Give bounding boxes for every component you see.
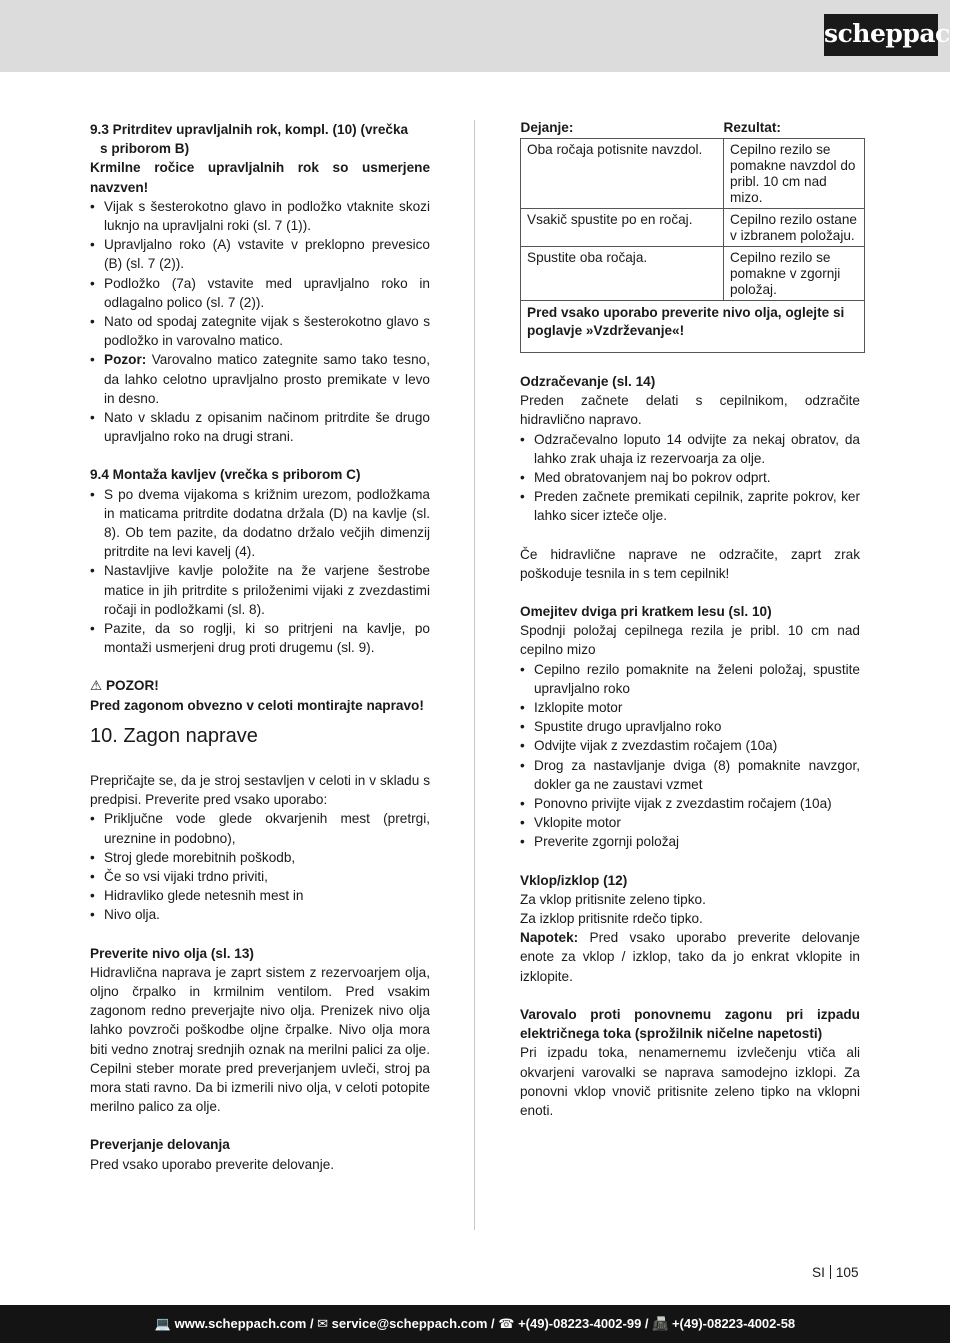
table-cell-action: Oba ročaja potisnite navzdol. <box>521 139 724 209</box>
list-item: • Vklopite motor <box>520 813 860 832</box>
table-cell-result: Cepilno rezilo se pomakne v zgornji položaj. <box>724 247 865 301</box>
list-item: • Med obratovanjem naj bo pokrov odprt. <box>520 468 860 487</box>
left-column <box>90 120 430 1174</box>
list-item: • Upravljalno roko (A) vstavite v preklopno prevesico (B) (sl. 7 (2)). <box>90 235 430 273</box>
table-cell-action: Spustite oba ročaja. <box>521 247 724 301</box>
page-num: 105 <box>835 1265 859 1280</box>
list-item: • Priključne vode glede okvarjenih mest (pretrgi, ureznine in podobno), <box>90 809 430 847</box>
list-item: • S po dvema vijakoma s križnim urezom, podložkama in maticama pritrdite dodatna držala (D) na kavlje (sl. 8). Ob tem pazite, da dodatno držalo večjih dimenzij pritrdite na levi kavelj (4). <box>90 485 430 562</box>
lift-limit-intro: Spodnji položaj cepilnega rezila je pribl. 10 cm nad cepilno mizo <box>520 623 860 658</box>
list-item: • Nastavljive kavlje položite na že varjene šestrobe matice in jih pritrdite s priloženimi vijaki z zvezdastimi ročaji in podložkami (sl. 8). <box>90 561 430 619</box>
warning-title: POZOR! <box>105 678 159 694</box>
section-9-3-lead: Krmilne ročice upravljalnih rok so usmerjene navzven! <box>90 160 430 195</box>
section-9-3-title-cont: s priborom B) <box>100 141 190 157</box>
column-divider <box>474 120 475 1230</box>
lift-limit-title: Omejitev dviga pri kratkem lesu (sl. 10) <box>520 604 772 620</box>
switch-on-text: Za vklop pritisnite zeleno tipko. <box>520 891 706 907</box>
section-9-3-title: 9.3 Pritrditev upravljalnih rok, kompl. (10) (vrečka <box>90 122 409 137</box>
pozor-text: Varovalno matico zategnite samo tako tesno, da lahko celotno upravljalno prosto premikate v levo in desno. <box>104 352 430 406</box>
nvr-text: Pri izpadu toka, nenamernemu izvlečenju vtiča ali okvarjeni varovalki se naprava samodejno izklopi. Za ponovni vklop vnovič pritisnite zeleno tipko na vklopni enoti. <box>520 1045 860 1118</box>
switch-note-text: Pred vsako uporabo preverite delovanje enote za vklop / izklop, tako da jo enkrat vklopite in izklopite. <box>520 930 860 984</box>
chapter-10-intro: Prepričajte se, da je stroj sestavljen v celoti in v skladu s predpisi. Preverite pred vsako uporabo: <box>90 772 430 808</box>
venting-title: Odzračevanje (sl. 14) <box>520 374 656 389</box>
table-row <box>521 209 865 247</box>
switch-note-label: Napotek: <box>520 930 579 946</box>
table-header-result: Rezultat: <box>723 120 781 135</box>
list-item: • Če so vsi vijaki trdno priviti, <box>90 867 430 886</box>
scheppach-logo: scheppach <box>824 14 938 56</box>
switch-title: Vklop/izklop (12) <box>520 872 628 888</box>
list-item: • Drog za nastavljanje dviga (8) pomaknite navzgor, dokler ga ne zaustavi vzmet <box>520 756 860 794</box>
warning-text: Pred zagonom obvezno v celoti montirajte napravo! <box>90 697 424 713</box>
table-row <box>521 139 865 209</box>
oil-level-text: Hidravlična naprava je zaprt sistem z rezervoarjem olja, oljno črpalko in krmilnim ventilom. Pred vsakim zagonom redno preverjajte nivo olja. Prenizek nivo olja lahko povzroči poškodbe oljne črpalke. Nivo olja mora biti vedno znotraj srednjih oznak na merilni palici za olje. Cepilni steber morate pred preverjanjem uvleči, stroj pa mora stati ravno. Da bi izmerili nivo olja, v celoti potopite merilno palico za olje. <box>90 964 430 1115</box>
section-9-3-list <box>90 197 430 447</box>
table-cell-action: Vsakič spustite po en ročaj. <box>521 209 724 247</box>
action-result-table <box>520 120 865 353</box>
switch-off-text: Za izklop pritisnite rdečo tipko. <box>520 911 703 927</box>
section-9-4-title: 9.4 Montaža kavljev (vrečka s priborom C) <box>90 467 361 483</box>
list-item: • Nato od spodaj zategnite vijak s šesterokotno glavo s podložko in varovalno matico. <box>90 312 430 350</box>
list-item: • Hidravliko glede netesnih mest in <box>90 886 430 905</box>
table-header-action: Dejanje: <box>520 120 574 135</box>
table-row <box>521 247 865 301</box>
list-item: • Odvijte vijak z zvezdastim ročajem (10a) <box>520 736 860 755</box>
list-item: • Podložko (7a) vstavite med upravljalno roko in odlagalno polico (sl. 7 (2)). <box>90 274 430 312</box>
list-item: • Preden začnete premikati cepilnik, zaprite pokrov, ker lahko sicer izteče olje. <box>520 487 860 525</box>
list-item: • Stroj glede morebitnih poškodb, <box>90 848 430 867</box>
list-item: • Nivo olja. <box>90 905 430 924</box>
pozor-label: Pozor: <box>104 352 147 368</box>
chapter-10-list <box>90 809 430 924</box>
warning-heading <box>90 676 430 695</box>
page-footer <box>0 1305 950 1343</box>
section-9-4-list <box>90 485 430 658</box>
venting-warning: Če hidravlične naprave ne odzračite, zaprt zrak poškoduje tesnila in s tem cepilnik! <box>520 546 860 581</box>
list-item: • Vijak s šesterokotno glavo in podložko vtaknite skozi luknjo na upravljalni roki (sl. 7 (1)). <box>90 197 430 235</box>
table-note: Pred vsako uporabo preverite nivo olja, oglejte si poglavje »Vzdrževanje«! <box>521 301 865 353</box>
function-check-text: Pred vsako uporabo preverite delovanje. <box>90 1156 335 1172</box>
table-cell-result: Cepilno rezilo ostane v izbranem položaju. <box>724 209 865 247</box>
lift-limit-list <box>520 660 860 852</box>
list-item: • Odzračevalno loputo 14 odvijte za nekaj obratov, da lahko zrak uhaja iz rezervoarja za olje. <box>520 430 860 468</box>
table-cell-result: Cepilno rezilo se pomakne navzdol do pribl. 10 cm nad mizo. <box>724 139 865 209</box>
right-column <box>520 120 860 1120</box>
nvr-title: Varovalo proti ponovnemu zagonu pri izpadu električnega toka (sprožilnik ničelne napetosti) <box>520 1006 860 1042</box>
page-number <box>812 1265 859 1280</box>
list-item: • Ponovno privijte vijak z zvezdastim ročajem (10a) <box>520 794 860 813</box>
footer-contact: 💻 www.scheppach.com / ✉ service@scheppach.com / ☎ +(49)-08223-4002-99 / 📠 +(49)-08223-4002-58 <box>154 1316 796 1331</box>
page-lang: SI <box>812 1265 825 1280</box>
switch-note <box>520 928 860 986</box>
list-item: • Pazite, da so roglji, ki so pritrjeni na kavlje, po montaži usmerjeni drug proti drugemu (sl. 9). <box>90 619 430 657</box>
list-item: • Preverite zgornji položaj <box>520 832 860 851</box>
function-check-title: Preverjanje delovanja <box>90 1137 230 1153</box>
list-item-pozor <box>90 350 430 408</box>
table-note-row <box>521 301 865 353</box>
list-item: • Nato v skladu z opisanim načinom pritrdite še drugo upravljalno roko na drugi strani. <box>90 408 430 446</box>
list-item: • Spustite drugo upravljalno roko <box>520 717 860 736</box>
chapter-10-title: 10. Zagon naprave <box>90 724 258 747</box>
venting-list <box>520 430 860 526</box>
page-separator <box>830 1265 831 1279</box>
list-item: • Cepilno rezilo pomaknite na želeni položaj, spustite upravljalno roko <box>520 660 860 698</box>
list-item: • Izklopite motor <box>520 698 860 717</box>
venting-intro: Preden začnete delati s cepilnikom, odzračite hidravlično napravo. <box>520 393 860 428</box>
warning-icon: ⚠ <box>90 678 103 694</box>
oil-level-title: Preverite nivo olja (sl. 13) <box>90 945 254 961</box>
page-header <box>0 0 967 72</box>
